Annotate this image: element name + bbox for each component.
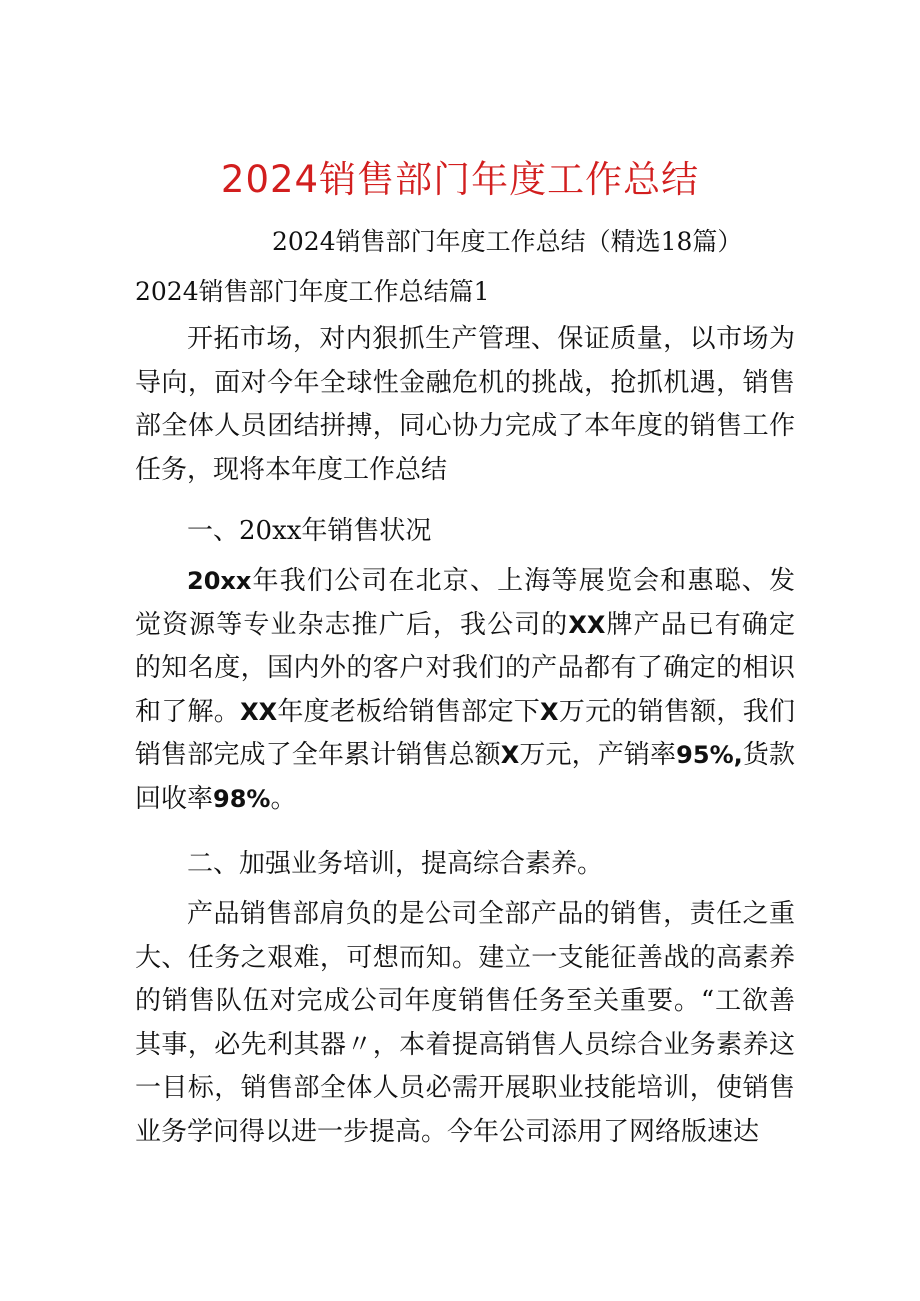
heading-text: 一、20xx年销售状况 (187, 516, 432, 546)
document-subtitle: 2024销售部门年度工作总结（精选18篇） (272, 227, 743, 256)
section-heading: 2024销售部门年度工作总结篇1 (135, 277, 490, 306)
sales-rate: 95%, (676, 741, 743, 769)
text-segment: 牌产品已有确定的知名度，国内外的客户对我们的产品都有了确定的相识和了解。 (135, 609, 795, 727)
brand-label: XX (568, 610, 606, 639)
year-placeholder: XX (240, 697, 278, 726)
heading-2 (135, 843, 795, 887)
paragraph-3 (135, 893, 795, 1154)
text-segment: 年我们公司在北京、上海等展览会和惠聪、发觉资源等专业杂志推广后，我公司的 (135, 566, 795, 640)
text-segment: 年度老板给销售部定下 (277, 696, 541, 727)
paragraph-text: 产品销售部肩负的是公司全部产品的销售，责任之重大、任务之艰难，可想而知。建立一支能征善战的高素养的销售队伍对完成公司年度销售任务至关重要。“工欲善其事，必先利其器〃，本着提高销售人员综合业务素养这一目标，销售部全体人员必需开展职业技能培训，使销售业务学问得以进一步提高。今年公司添用了网络版速达 (135, 899, 795, 1147)
heading-1 (135, 510, 795, 554)
paragraph-2 (135, 560, 795, 821)
paragraph-1 (135, 318, 795, 492)
year-label: 20xx (187, 567, 252, 595)
target-amount: X (540, 697, 559, 726)
paragraph-text: 开拓市场，对内狠抓生产管理、保证质量，以市场为导向，面对今年全球性金融危机的挑战，抢抓机遇，销售部全体人员团结拼搏，同心协力完成了本年度的销售工作任务，现将本年度工作总结 (135, 324, 795, 485)
heading-text: 二、加强业务培训，提高综合素养。 (187, 849, 604, 879)
total-amount: X (500, 741, 520, 769)
paragraph-text (135, 560, 795, 821)
text-segment: 货款回收率 (135, 740, 795, 814)
text-segment: 。 (270, 783, 297, 814)
collection-rate: 98% (213, 784, 271, 813)
text-segment: 万元，产销率 (519, 740, 677, 770)
text-segment: 万元的销售额，我们销售部完成了全年累计销售总额 (135, 696, 795, 770)
document-title: 2024销售部门年度工作总结 (220, 158, 700, 201)
